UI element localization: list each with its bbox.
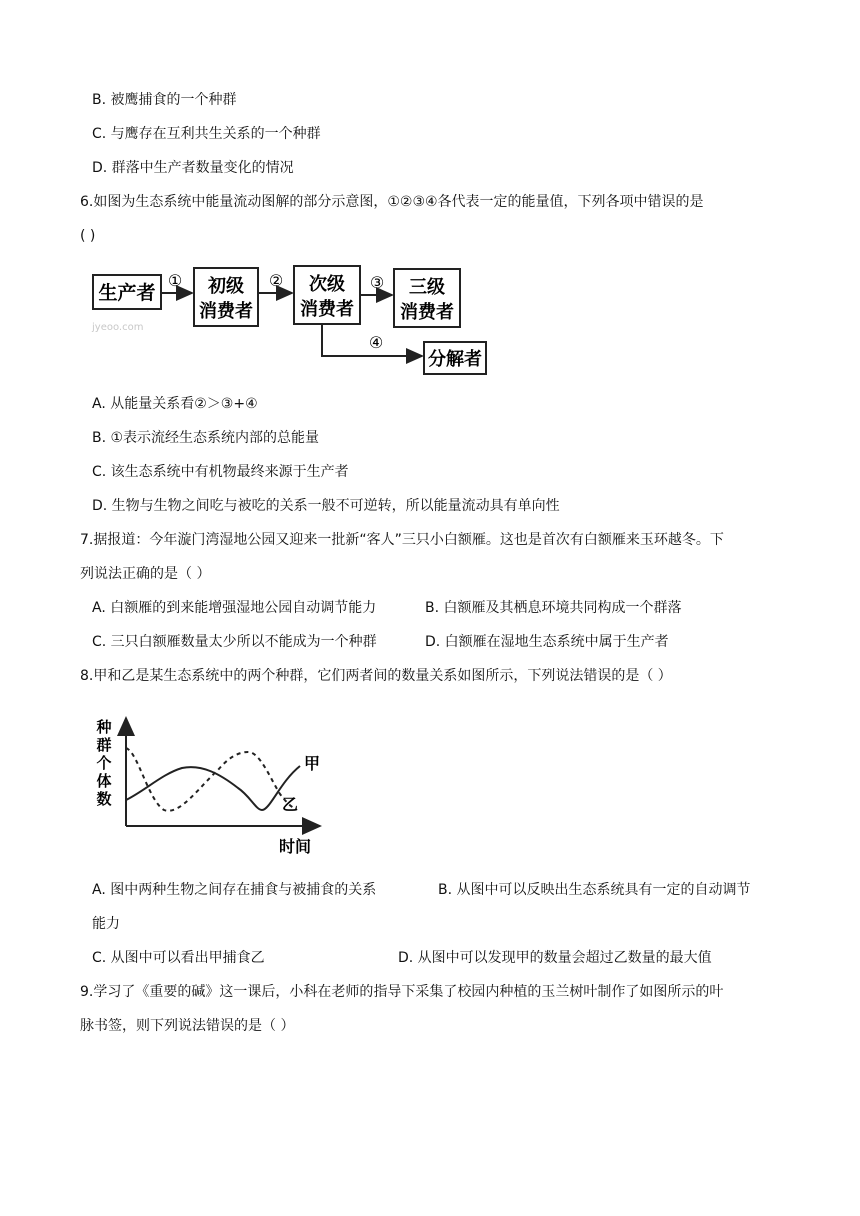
curve-jia-solid bbox=[126, 766, 300, 810]
q6-option-a: A. 从能量关系看②＞③+④ bbox=[92, 396, 258, 412]
q9-stem-line2: 脉书签，则下列说法错误的是（ ） bbox=[80, 1018, 295, 1034]
arrow-2-label: ② bbox=[268, 271, 284, 290]
secondary-label-2: 消费者 bbox=[300, 299, 354, 320]
q7-stem-line2: 列说法正确的是（ ） bbox=[80, 566, 211, 582]
curve-yi-dashed bbox=[126, 748, 294, 811]
q6-option-d: D. 生物与生物之间吃与被吃的关系一般不可逆转，所以能量流动具有单向性 bbox=[92, 498, 560, 514]
q5-option-b: B. 被鹰捕食的一个种群 bbox=[92, 92, 237, 108]
decomposer-label: 分解者 bbox=[428, 349, 482, 370]
primary-label-2: 消费者 bbox=[199, 301, 253, 322]
energy-flow-diagram bbox=[88, 262, 494, 382]
q5-option-c: C. 与鹰存在互利共生关系的一个种群 bbox=[92, 126, 321, 142]
arrow-3-label: ③ bbox=[369, 273, 385, 292]
q8-option-b-line2: 能力 bbox=[92, 916, 120, 932]
ylabel-char-4: 体 bbox=[96, 772, 112, 790]
label-yi: 乙 bbox=[282, 795, 299, 814]
q6-option-b: B. ①表示流经生态系统内部的总能量 bbox=[92, 430, 320, 446]
q7-option-b: B. 白额雁及其栖息环境共同构成一个群落 bbox=[425, 600, 682, 616]
q7-option-a: A. 白额雁的到来能增强湿地公园自动调节能力 bbox=[92, 600, 377, 616]
q8-stem: 8.甲和乙是某生态系统中的两个种群，它们两者间的数量关系如图所示，下列说法错误的是（ ） bbox=[80, 668, 672, 684]
primary-label-1: 初级 bbox=[208, 276, 244, 297]
label-jia: 甲 bbox=[304, 754, 321, 773]
ylabel-char-3: 个 bbox=[96, 754, 112, 772]
q8-option-c: C. 从图中可以看出甲捕食乙 bbox=[92, 950, 265, 966]
watermark: jyeoo.com bbox=[92, 322, 144, 333]
producer-label: 生产者 bbox=[98, 282, 156, 304]
secondary-label-1: 次级 bbox=[309, 274, 345, 295]
q8-option-a: A. 图中两种生物之间存在捕食与被捕食的关系 bbox=[92, 882, 377, 898]
q6-option-c: C. 该生态系统中有机物最终来源于生产者 bbox=[92, 464, 349, 480]
q7-stem-line1: 7.据报道：今年漩门湾湿地公园又迎来一批新“客人”三只小白额雁。这也是首次有白额雁来玉环越冬。下 bbox=[80, 532, 724, 548]
arrow-4-label: ④ bbox=[368, 333, 384, 352]
q6-stem-line1: 6.如图为生态系统中能量流动图解的部分示意图，①②③④各代表一定的能量值，下列各项中错误的是 bbox=[80, 194, 704, 210]
population-graph bbox=[90, 712, 330, 862]
q9-stem-line1: 9.学习了《重要的碱》这一课后，小科在老师的指导下采集了校园内种植的玉兰树叶制作了如图所示的叶 bbox=[80, 984, 724, 1000]
q7-option-d: D. 白额雁在湿地生态系统中属于生产者 bbox=[425, 634, 669, 650]
tertiary-label-2: 消费者 bbox=[400, 302, 454, 323]
ylabel-char-1: 种 bbox=[96, 718, 112, 736]
q6-stem-line2: ( ) bbox=[80, 228, 96, 244]
xlabel: 时间 bbox=[278, 837, 312, 856]
ylabel-char-5: 数 bbox=[96, 790, 112, 808]
arrow-1-label: ① bbox=[167, 271, 183, 290]
q5-option-d: D. 群落中生产者数量变化的情况 bbox=[92, 160, 294, 176]
ylabel-char-2: 群 bbox=[96, 736, 112, 754]
q7-option-c: C. 三只白额雁数量太少所以不能成为一个种群 bbox=[92, 634, 377, 650]
q8-option-d: D. 从图中可以发现甲的数量会超过乙数量的最大值 bbox=[398, 950, 712, 966]
q8-option-b-line1: B. 从图中可以反映出生态系统具有一定的自动调节 bbox=[438, 882, 751, 898]
tertiary-label-1: 三级 bbox=[409, 277, 445, 298]
